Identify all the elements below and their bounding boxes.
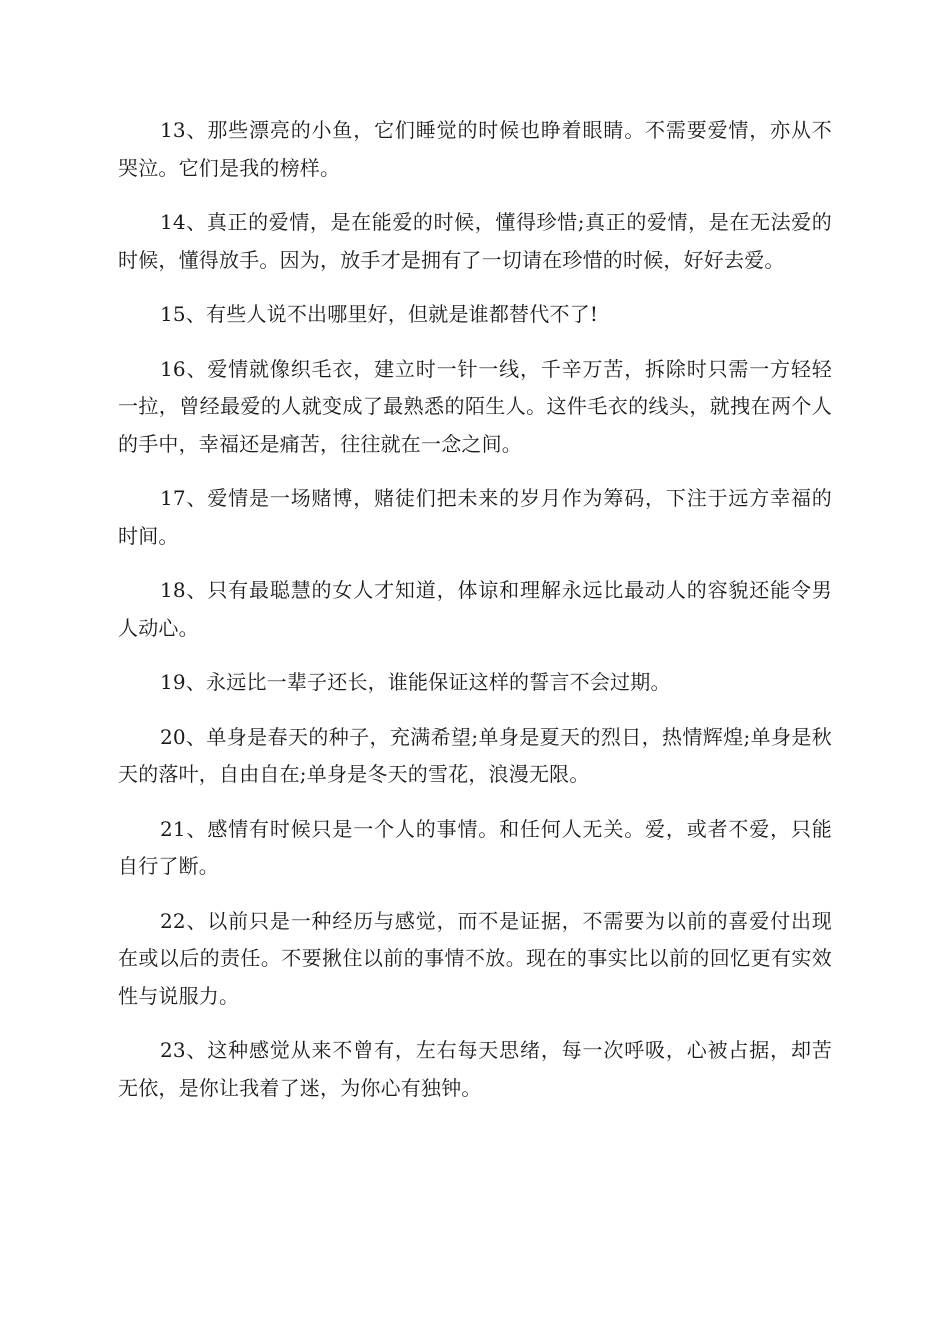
paragraph-23: 23、这种感觉从来不曾有，左右每天思绪，每一次呼吸，心被占据，却苦无依，是你让我着了迷，为你心有独钟。 [118,1038,832,1100]
paragraph-16: 16、爱情就像织毛衣，建立时一针一线，千辛万苦，拆除时只需一方轻轻一拉，曾经最爱的人就变成了最熟悉的陌生人。这件毛衣的线头，就拽在两个人的手中，幸福还是痛苦，往往就在一念之间。 [118,356,832,456]
paragraph-17: 17、爱情是一场赌博，赌徒们把未来的岁月作为筹码，下注于远方幸福的时间。 [118,486,832,548]
paragraph-13: 13、那些漂亮的小鱼，它们睡觉的时候也睁着眼睛。不需要爱情，亦从不哭泣。它们是我的榜样。 [118,118,832,180]
paragraph-14: 14、真正的爱情，是在能爱的时候，懂得珍惜;真正的爱情，是在无法爱的时候，懂得放手。因为，放手才是拥有了一切请在珍惜的时候，好好去爱。 [118,210,832,272]
paragraph-22: 22、以前只是一种经历与感觉，而不是证据，不需要为以前的喜爱付出现在或以后的责任。不要揪住以前的事情不放。现在的事实比以前的回忆更有实效性与说服力。 [118,908,832,1008]
paragraph-18: 18、只有最聪慧的女人才知道，体谅和理解永远比最动人的容貌还能令男人动心。 [118,578,832,640]
paragraph-21: 21、感情有时候只是一个人的事情。和任何人无关。爱，或者不爱，只能自行了断。 [118,816,832,878]
paragraph-15: 15、有些人说不出哪里好，但就是谁都替代不了! [160,302,599,326]
paragraph-19: 19、永远比一辈子还长，谁能保证这样的誓言不会过期。 [160,670,671,694]
paragraph-20: 20、单身是春天的种子，充满希望;单身是夏天的烈日，热情辉煌;单身是秋天的落叶，自由自在;单身是冬天的雪花，浪漫无限。 [118,724,832,786]
